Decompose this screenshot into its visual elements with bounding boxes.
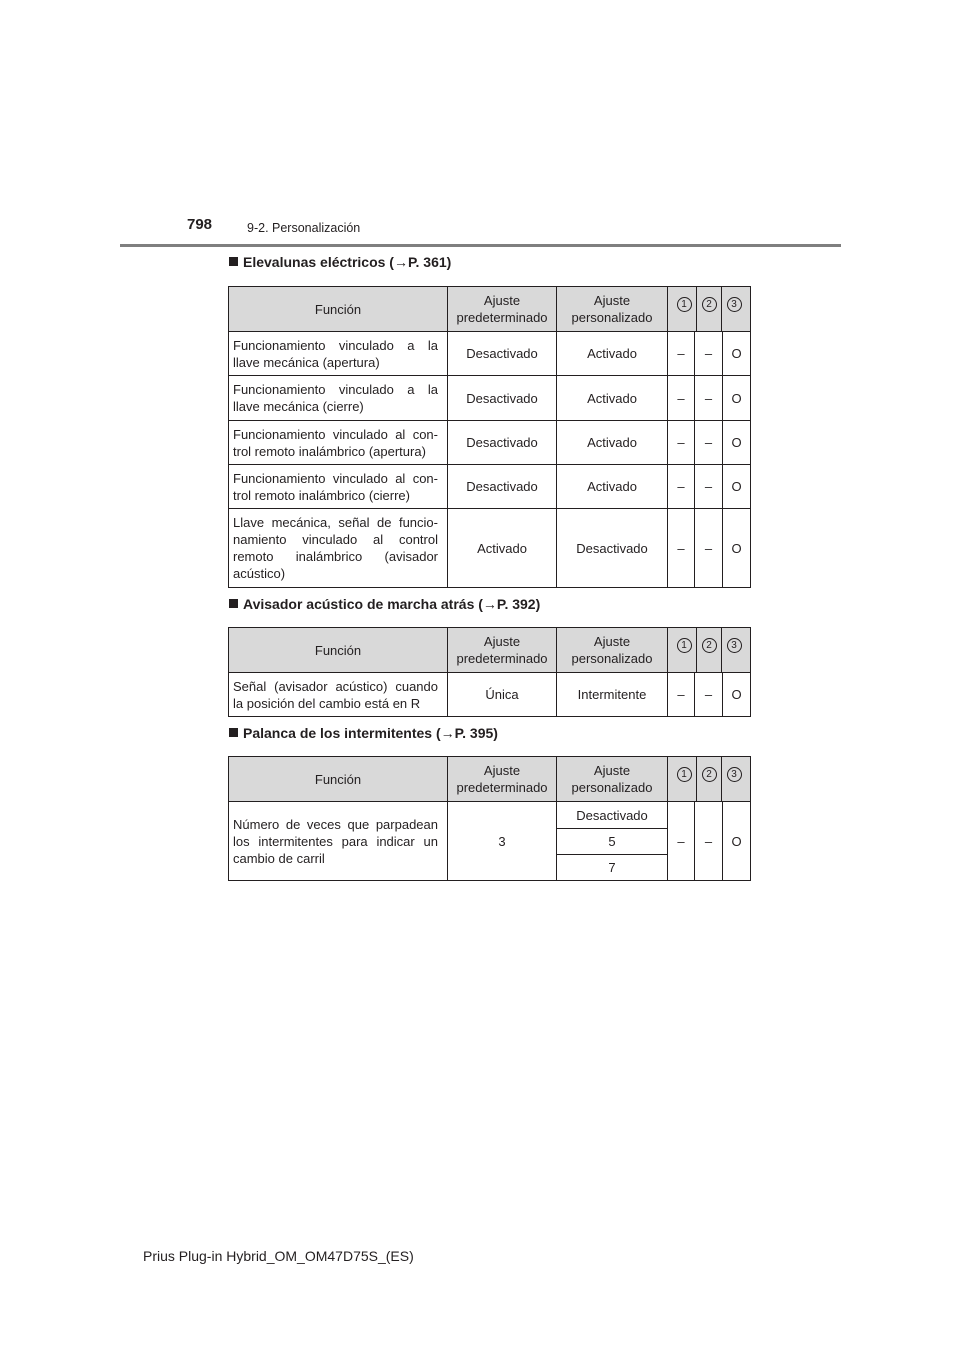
cell-c1: –: [668, 802, 695, 881]
table-header-row: [229, 287, 751, 332]
cell-default: Única: [448, 673, 557, 717]
cell-c3: O: [723, 421, 751, 465]
table-header-row: [229, 628, 751, 673]
table-header-row: [229, 757, 751, 802]
circled-1-icon: 1: [677, 638, 692, 653]
col-header-funcion: Función: [229, 628, 448, 673]
col-header-default: Ajuste predeterminado: [448, 287, 557, 332]
col-header-numbers: [668, 287, 751, 332]
cell-c2: –: [695, 673, 723, 717]
col-header-numbers: [668, 628, 751, 673]
cell-function: Funcionamiento vinculado a la llave mecánica (apertura): [229, 332, 448, 376]
cell-c3: O: [723, 376, 751, 421]
cell-c1: –: [668, 673, 695, 717]
heading-elevalunas: [229, 254, 451, 270]
bullet-square-icon: [229, 257, 238, 266]
table-palanca: [228, 756, 751, 881]
cell-function: Funcionamiento vinculado al con-trol remoto inalámbrico (cierre): [229, 465, 448, 509]
cell-custom-option: Desactivado: [557, 802, 668, 829]
cell-c3: O: [723, 465, 751, 509]
cell-function: Llave mecánica, señal de funcio-namiento vinculado al control remoto inalámbrico (avisador acústico): [229, 509, 448, 588]
cell-function: Número de veces que parpadean los intermitentes para indicar un cambio de carril: [229, 802, 448, 881]
col-header-funcion: Función: [229, 287, 448, 332]
cell-c2: –: [695, 376, 723, 421]
circled-2-icon: 2: [702, 767, 717, 782]
heading-text: Elevalunas eléctricos (→P. 361): [243, 254, 452, 270]
circled-3-icon: 3: [727, 767, 742, 782]
cell-c2: –: [695, 421, 723, 465]
cell-default: 3: [448, 802, 557, 881]
col-header-funcion: Función: [229, 757, 448, 802]
cell-function: Funcionamiento vinculado al con-trol remoto inalámbrico (apertura): [229, 421, 448, 465]
cell-c1: –: [668, 509, 695, 588]
cell-function: Señal (avisador acústico) cuando la posición del cambio está en R: [229, 673, 448, 717]
cell-custom: Desactivado: [557, 509, 668, 588]
table-row: [229, 421, 751, 465]
cell-c1: –: [668, 421, 695, 465]
table-row: [229, 673, 751, 717]
page-number: 798: [187, 216, 213, 233]
cell-custom-option: 5: [557, 829, 668, 855]
cell-c3: O: [723, 802, 751, 881]
cell-custom-option: 7: [557, 855, 668, 881]
cell-default: Activado: [448, 509, 557, 588]
table-elevalunas: [228, 286, 751, 588]
cell-custom: Intermitente: [557, 673, 668, 717]
cell-c1: –: [668, 376, 695, 421]
heading-avisador: [229, 596, 540, 612]
cell-custom: Activado: [557, 332, 668, 376]
cell-c3: O: [723, 509, 751, 588]
cell-c2: –: [695, 509, 723, 588]
col-header-numbers: [668, 757, 751, 802]
cell-c2: –: [695, 332, 723, 376]
cell-c1: –: [668, 332, 695, 376]
table-row: [229, 332, 751, 376]
cell-function: Funcionamiento vinculado a la llave mecánica (cierre): [229, 376, 448, 421]
cell-c2: –: [695, 802, 723, 881]
heading-text: Palanca de los intermitentes (→P. 395): [243, 725, 498, 741]
col-header-custom: Ajuste personalizado: [557, 628, 668, 673]
col-header-custom: Ajuste personalizado: [557, 757, 668, 802]
header-rule: [120, 244, 841, 247]
circled-1-icon: 1: [677, 297, 692, 312]
heading-text: Avisador acústico de marcha atrás (→P. 392): [243, 596, 541, 612]
col-header-custom: Ajuste personalizado: [557, 287, 668, 332]
cell-default: Desactivado: [448, 376, 557, 421]
cell-c1: –: [668, 465, 695, 509]
footer-document-id: Prius Plug-in Hybrid_OM_OM47D75S_(ES): [143, 1248, 414, 1264]
bullet-square-icon: [229, 599, 238, 608]
circled-2-icon: 2: [702, 297, 717, 312]
circled-1-icon: 1: [677, 767, 692, 782]
cell-c3: O: [723, 673, 751, 717]
circled-3-icon: 3: [727, 297, 742, 312]
cell-default: Desactivado: [448, 421, 557, 465]
cell-custom: Activado: [557, 465, 668, 509]
table-row: [229, 509, 751, 588]
col-header-default: Ajuste predeterminado: [448, 628, 557, 673]
cell-custom: Activado: [557, 376, 668, 421]
table-row: [229, 376, 751, 421]
col-header-default: Ajuste predeterminado: [448, 757, 557, 802]
table-row: [229, 465, 751, 509]
table-row: [229, 802, 751, 829]
table-avisador: [228, 627, 751, 717]
circled-3-icon: 3: [727, 638, 742, 653]
bullet-square-icon: [229, 728, 238, 737]
heading-palanca: [229, 725, 498, 741]
circled-2-icon: 2: [702, 638, 717, 653]
cell-c2: –: [695, 465, 723, 509]
cell-c3: O: [723, 332, 751, 376]
section-title: 9-2. Personalización: [247, 221, 361, 235]
cell-default: Desactivado: [448, 465, 557, 509]
cell-default: Desactivado: [448, 332, 557, 376]
cell-custom: Activado: [557, 421, 668, 465]
